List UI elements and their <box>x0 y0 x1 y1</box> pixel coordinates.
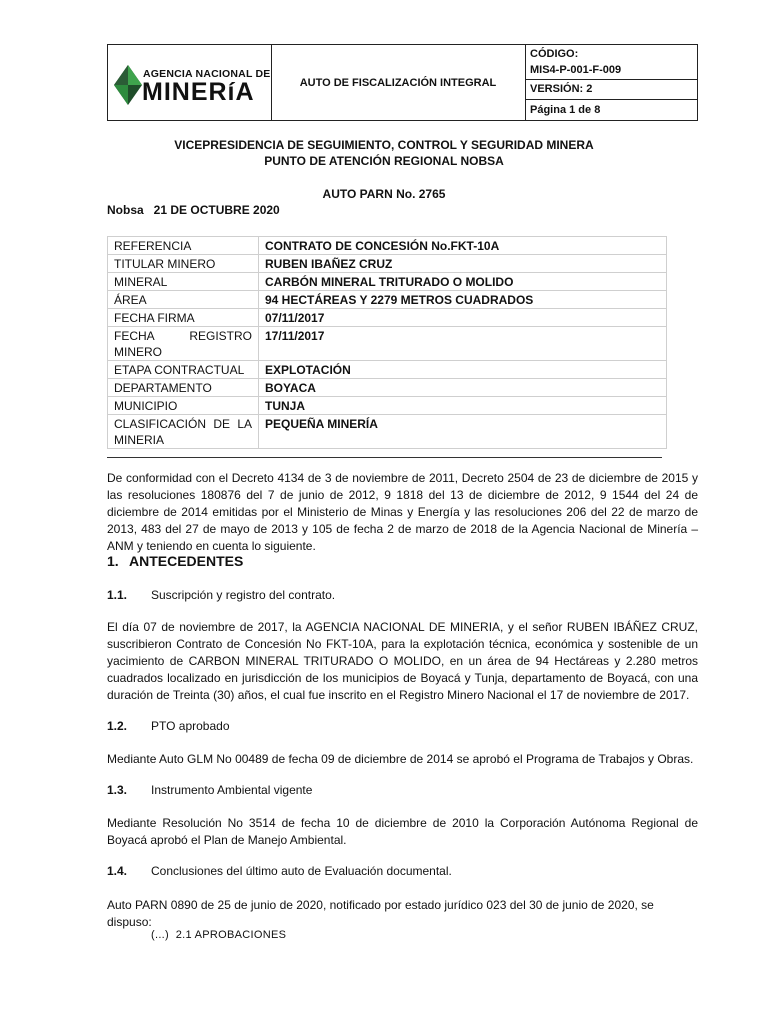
separator-line <box>107 457 662 458</box>
subsection-title: Suscripción y registro del contrato. <box>151 588 336 602</box>
info-key: DEPARTAMENTO <box>108 379 259 397</box>
place-date: Nobsa 21 DE OCTUBRE 2020 <box>107 203 280 217</box>
anm-logo-icon <box>114 65 142 105</box>
info-value: 07/11/2017 <box>259 309 667 327</box>
page-indicator: Página 1 de 8 <box>530 104 601 116</box>
vicepresidencia-heading: VICEPRESIDENCIA DE SEGUIMIENTO, CONTROL Y SEGURIDAD MINERA <box>174 138 594 152</box>
subsection-title: Conclusiones del último auto de Evaluación documental. <box>151 864 452 878</box>
info-row <box>108 309 667 327</box>
subsection-title: Instrumento Ambiental vigente <box>151 783 313 797</box>
info-value: RUBEN IBAÑEZ CRUZ <box>259 255 667 273</box>
section-title-antecedentes: ANTECEDENTES <box>129 553 244 569</box>
info-value: 94 HECTÁREAS Y 2279 METROS CUADRADOS <box>259 291 667 309</box>
subsection-body: El día 07 de noviembre de 2017, la AGENCIA NACIONAL DE MINERIA, y el señor RUBEN IBÁÑEZ CRUZ, suscribieron Contrato de Concesión No FKT-10A, para la explotación técnica, económica y sostenible de un yacimiento de CARBON MINERAL TRITURADO O MOLIDO, en un área de 94 Hectáreas y 2.280 metros cuadrados localizado en jurisdicción de los municipios de Boyacá y Tunja, departamento de Boyacá, con una duración de Treinta (30) años, el cual fue inscrito en el Registro Minero Nacional el 17 de noviembre de 2017. <box>107 620 698 702</box>
logo-line2: MINERíA <box>142 78 255 106</box>
info-key: ETAPA CONTRACTUAL <box>108 361 259 379</box>
info-value: TUNJA <box>259 397 667 415</box>
subsection-body: Mediante Resolución No 3514 de fecha 10 de diciembre de 2010 la Corporación Autónoma Regional de Boyacá aprobó el Plan de Manejo Ambiental. <box>107 816 698 847</box>
info-key: REFERENCIA <box>108 237 259 255</box>
info-key: CLASIFICACIÓN DE LA MINERIA <box>108 415 259 449</box>
info-row <box>108 361 667 379</box>
info-value: CARBÓN MINERAL TRITURADO O MOLIDO <box>259 273 667 291</box>
info-row <box>108 415 667 449</box>
info-row <box>108 237 667 255</box>
subsection-title: PTO aprobado <box>151 719 230 733</box>
info-value: EXPLOTACIÓN <box>259 361 667 379</box>
logo-line1: AGENCIA NACIONAL DE <box>143 68 271 80</box>
document-meta <box>525 45 697 120</box>
info-row <box>108 273 667 291</box>
subsection-body: Mediante Auto GLM No 00489 de fecha 09 de diciembre de 2014 se aprobó el Programa de Trabajos y Obras. <box>107 752 694 766</box>
info-row <box>108 291 667 309</box>
version-label: VERSIÓN: 2 <box>530 83 593 95</box>
info-key: FECHA FIRMA <box>108 309 259 327</box>
subsection-number: 1.1. <box>107 588 128 602</box>
subsection-number: 1.4. <box>107 864 128 878</box>
logo-cell <box>108 45 272 120</box>
subsection-body: Auto PARN 0890 de 25 de junio de 2020, notificado por estado jurídico 023 del 30 de junio de 2020, se dispuso: <box>107 898 654 929</box>
info-key: MUNICIPIO <box>108 397 259 415</box>
quote-line: (...) 2.1 APROBACIONES <box>151 929 287 941</box>
auto-number-heading: AUTO PARN No. 2765 <box>322 187 446 201</box>
info-value: CONTRATO DE CONCESIÓN No.FKT-10A <box>259 237 667 255</box>
contract-info-table <box>107 236 667 449</box>
codigo-value: MIS4-P-001-F-009 <box>530 64 622 76</box>
info-row <box>108 397 667 415</box>
info-row <box>108 379 667 397</box>
subsection-number: 1.3. <box>107 783 128 797</box>
codigo-label: CÓDIGO: <box>530 48 579 60</box>
meta-divider <box>525 79 697 80</box>
punto-atencion-heading: PUNTO DE ATENCIÓN REGIONAL NOBSA <box>264 154 504 168</box>
info-value: 17/11/2017 <box>259 327 667 361</box>
info-value: BOYACA <box>259 379 667 397</box>
info-row <box>108 255 667 273</box>
info-key: ÁREA <box>108 291 259 309</box>
meta-divider <box>525 99 697 100</box>
info-key: FECHA REGISTRO MINERO <box>108 327 259 361</box>
info-key: TITULAR MINERO <box>108 255 259 273</box>
info-key: MINERAL <box>108 273 259 291</box>
section-number: 1. <box>107 553 119 569</box>
document-header <box>107 44 698 121</box>
intro-paragraph: De conformidad con el Decreto 4134 de 3 de noviembre de 2011, Decreto 2504 de 23 de diciembre de 2015 y las resoluciones 180876 del 7 de junio de 2012, 9 1818 del 13 de diciembre de 2012, 9 1544 del 24 de diciembre de 2014 emitidas por el Ministerio de Minas y Energía y las resoluciones 206 del 22 de marzo de 2013, 483 del 27 de mayo de 2013 y 105 de fecha 2 de marzo de 2018 de la Agencia Nacional de Minería – ANM y teniendo en cuenta lo siguiente. <box>107 471 698 553</box>
info-row <box>108 327 667 361</box>
document-title: AUTO DE FISCALIZACIÓN INTEGRAL <box>271 45 526 120</box>
info-value: PEQUEÑA MINERÍA <box>259 415 667 449</box>
subsection-number: 1.2. <box>107 719 128 733</box>
